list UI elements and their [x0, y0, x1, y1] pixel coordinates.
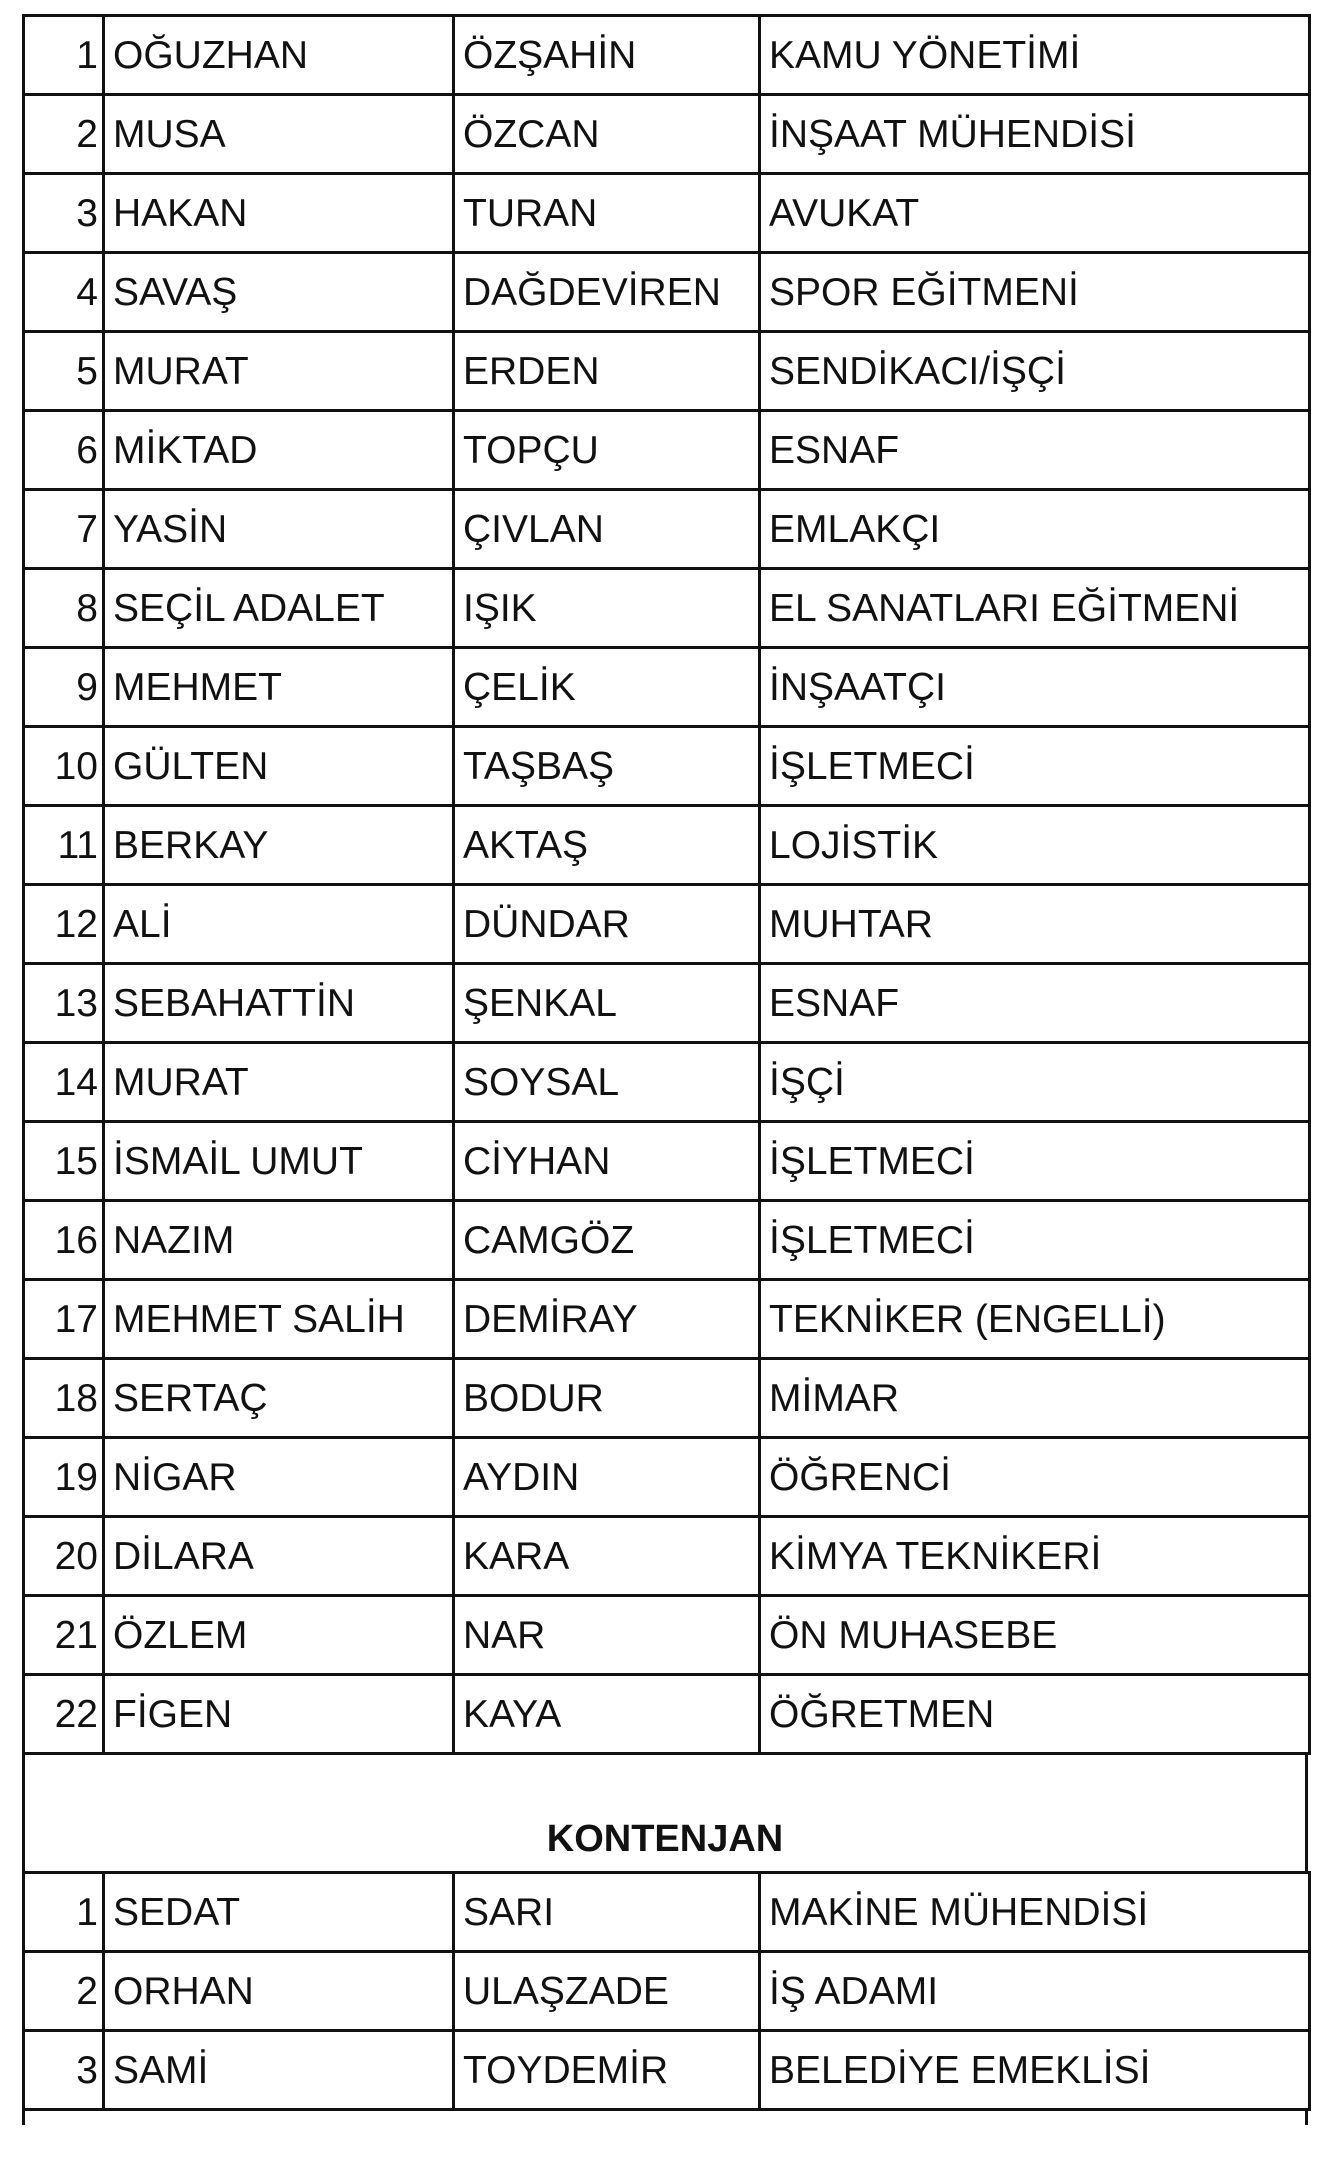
- last-name-cell: ULAŞZADE: [454, 1952, 760, 2031]
- last-name-cell: CAMGÖZ: [454, 1201, 760, 1280]
- row-number-cell: 12: [24, 885, 104, 964]
- table-row: [24, 1280, 1310, 1359]
- row-number-cell: 21: [24, 1596, 104, 1675]
- row-number-cell: 2: [24, 1952, 104, 2031]
- last-name-cell: TOPÇU: [454, 411, 760, 490]
- first-name-cell: FİGEN: [104, 1675, 454, 1754]
- last-name-cell: AYDIN: [454, 1438, 760, 1517]
- table-row: [24, 727, 1310, 806]
- first-name-cell: MURAT: [104, 332, 454, 411]
- occupation-cell: KAMU YÖNETİMİ: [760, 16, 1310, 95]
- table-row: [24, 648, 1310, 727]
- last-name-cell: ÖZŞAHİN: [454, 16, 760, 95]
- table-row: [24, 1359, 1310, 1438]
- occupation-cell: ESNAF: [760, 411, 1310, 490]
- table-row: [24, 885, 1310, 964]
- quota-candidate-rows: [24, 1873, 1310, 2110]
- row-number-cell: 14: [24, 1043, 104, 1122]
- last-name-cell: DEMİRAY: [454, 1280, 760, 1359]
- row-number-cell: 3: [24, 2031, 104, 2110]
- table-row: [24, 253, 1310, 332]
- occupation-cell: ESNAF: [760, 964, 1310, 1043]
- first-name-cell: SEÇİL ADALET: [104, 569, 454, 648]
- first-name-cell: İSMAİL UMUT: [104, 1122, 454, 1201]
- last-name-cell: ÇIVLAN: [454, 490, 760, 569]
- table-row: [24, 95, 1310, 174]
- row-number-cell: 6: [24, 411, 104, 490]
- last-name-cell: KARA: [454, 1517, 760, 1596]
- first-name-cell: SEDAT: [104, 1873, 454, 1952]
- first-name-cell: ORHAN: [104, 1952, 454, 2031]
- first-name-cell: NAZIM: [104, 1201, 454, 1280]
- row-number-cell: 5: [24, 332, 104, 411]
- table-row: [24, 2031, 1310, 2110]
- first-name-cell: OĞUZHAN: [104, 16, 454, 95]
- last-name-cell: ÇELİK: [454, 648, 760, 727]
- last-name-cell: ÖZCAN: [454, 95, 760, 174]
- last-name-cell: DAĞDEVİREN: [454, 253, 760, 332]
- table-row: [24, 16, 1310, 95]
- row-number-cell: 22: [24, 1675, 104, 1754]
- first-name-cell: ÖZLEM: [104, 1596, 454, 1675]
- left-margin: [0, 0, 18, 2183]
- row-number-cell: 4: [24, 253, 104, 332]
- occupation-cell: SPOR EĞİTMENİ: [760, 253, 1310, 332]
- last-name-cell: SARI: [454, 1873, 760, 1952]
- occupation-cell: MUHTAR: [760, 885, 1310, 964]
- first-name-cell: NİGAR: [104, 1438, 454, 1517]
- table-row: [24, 964, 1310, 1043]
- first-name-cell: GÜLTEN: [104, 727, 454, 806]
- table-row: [24, 1043, 1310, 1122]
- occupation-cell: SENDİKACI/İŞÇİ: [760, 332, 1310, 411]
- table-row: [24, 569, 1310, 648]
- occupation-cell: İŞÇİ: [760, 1043, 1310, 1122]
- first-name-cell: SAVAŞ: [104, 253, 454, 332]
- table-row: [24, 1873, 1310, 1952]
- quota-section-title: KONTENJAN: [22, 1755, 1308, 1871]
- quota-candidate-table: [22, 1871, 1311, 2111]
- occupation-cell: ÖĞRETMEN: [760, 1675, 1310, 1754]
- table-row: [24, 1952, 1310, 2031]
- first-name-cell: MEHMET: [104, 648, 454, 727]
- first-name-cell: DİLARA: [104, 1517, 454, 1596]
- table-row: [24, 1596, 1310, 1675]
- table-row: [24, 1517, 1310, 1596]
- row-number-cell: 3: [24, 174, 104, 253]
- occupation-cell: İŞ ADAMI: [760, 1952, 1310, 2031]
- sheet-bottom-edge: [22, 2111, 1308, 2125]
- first-name-cell: MEHMET SALİH: [104, 1280, 454, 1359]
- table-row: [24, 490, 1310, 569]
- candidate-list-sheet: [22, 14, 1308, 2125]
- occupation-cell: İNŞAAT MÜHENDİSİ: [760, 95, 1310, 174]
- last-name-cell: IŞIK: [454, 569, 760, 648]
- table-row: [24, 332, 1310, 411]
- occupation-cell: LOJİSTİK: [760, 806, 1310, 885]
- table-row: [24, 1122, 1310, 1201]
- row-number-cell: 13: [24, 964, 104, 1043]
- row-number-cell: 15: [24, 1122, 104, 1201]
- row-number-cell: 1: [24, 16, 104, 95]
- occupation-cell: EMLAKÇI: [760, 490, 1310, 569]
- main-candidate-table: [22, 14, 1311, 1755]
- row-number-cell: 1: [24, 1873, 104, 1952]
- last-name-cell: BODUR: [454, 1359, 760, 1438]
- last-name-cell: ŞENKAL: [454, 964, 760, 1043]
- last-name-cell: AKTAŞ: [454, 806, 760, 885]
- first-name-cell: SERTAÇ: [104, 1359, 454, 1438]
- last-name-cell: ERDEN: [454, 332, 760, 411]
- occupation-cell: BELEDİYE EMEKLİSİ: [760, 2031, 1310, 2110]
- first-name-cell: MUSA: [104, 95, 454, 174]
- last-name-cell: TOYDEMİR: [454, 2031, 760, 2110]
- occupation-cell: EL SANATLARI EĞİTMENİ: [760, 569, 1310, 648]
- first-name-cell: MURAT: [104, 1043, 454, 1122]
- row-number-cell: 19: [24, 1438, 104, 1517]
- occupation-cell: İNŞAATÇI: [760, 648, 1310, 727]
- occupation-cell: KİMYA TEKNİKERİ: [760, 1517, 1310, 1596]
- first-name-cell: YASİN: [104, 490, 454, 569]
- table-row: [24, 1675, 1310, 1754]
- first-name-cell: SAMİ: [104, 2031, 454, 2110]
- first-name-cell: ALİ: [104, 885, 454, 964]
- occupation-cell: AVUKAT: [760, 174, 1310, 253]
- main-candidate-rows: [24, 16, 1310, 1754]
- row-number-cell: 16: [24, 1201, 104, 1280]
- row-number-cell: 9: [24, 648, 104, 727]
- last-name-cell: NAR: [454, 1596, 760, 1675]
- first-name-cell: SEBAHATTİN: [104, 964, 454, 1043]
- occupation-cell: TEKNİKER (ENGELLİ): [760, 1280, 1310, 1359]
- last-name-cell: TURAN: [454, 174, 760, 253]
- row-number-cell: 7: [24, 490, 104, 569]
- table-row: [24, 806, 1310, 885]
- table-row: [24, 1438, 1310, 1517]
- first-name-cell: MİKTAD: [104, 411, 454, 490]
- row-number-cell: 10: [24, 727, 104, 806]
- first-name-cell: HAKAN: [104, 174, 454, 253]
- occupation-cell: İŞLETMECİ: [760, 1201, 1310, 1280]
- occupation-cell: ÖĞRENCİ: [760, 1438, 1310, 1517]
- last-name-cell: CİYHAN: [454, 1122, 760, 1201]
- row-number-cell: 2: [24, 95, 104, 174]
- occupation-cell: ÖN MUHASEBE: [760, 1596, 1310, 1675]
- last-name-cell: KAYA: [454, 1675, 760, 1754]
- first-name-cell: BERKAY: [104, 806, 454, 885]
- row-number-cell: 18: [24, 1359, 104, 1438]
- row-number-cell: 17: [24, 1280, 104, 1359]
- last-name-cell: SOYSAL: [454, 1043, 760, 1122]
- last-name-cell: TAŞBAŞ: [454, 727, 760, 806]
- occupation-cell: MİMAR: [760, 1359, 1310, 1438]
- table-row: [24, 1201, 1310, 1280]
- table-row: [24, 174, 1310, 253]
- last-name-cell: DÜNDAR: [454, 885, 760, 964]
- occupation-cell: İŞLETMECİ: [760, 727, 1310, 806]
- row-number-cell: 8: [24, 569, 104, 648]
- row-number-cell: 20: [24, 1517, 104, 1596]
- table-row: [24, 411, 1310, 490]
- occupation-cell: MAKİNE MÜHENDİSİ: [760, 1873, 1310, 1952]
- row-number-cell: 11: [24, 806, 104, 885]
- occupation-cell: İŞLETMECİ: [760, 1122, 1310, 1201]
